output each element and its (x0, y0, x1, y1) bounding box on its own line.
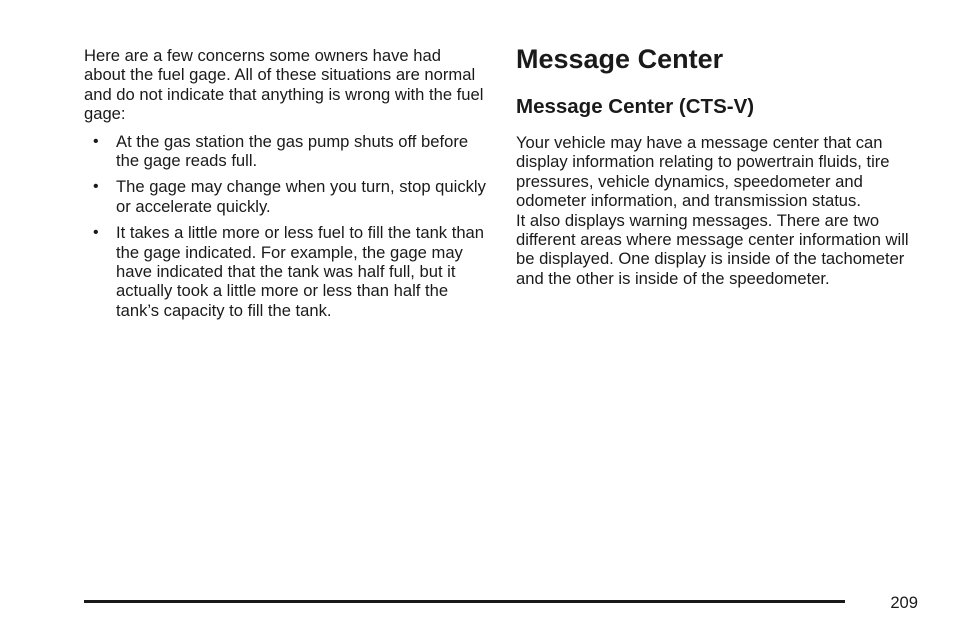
list-item (84, 177, 486, 216)
message-center-description (516, 133, 926, 288)
list-item-text: It takes a little more or less fuel to fill the tank than the gage indicated. For example, the gage may have indicated that the tank was half full, but it actually took a little more or less than half the tank’s capacity to fill the tank. (116, 223, 485, 320)
section-title: Message Center (516, 44, 724, 74)
description-sentence-1: Your vehicle may have a message center that can display information relating to powertrain fluids, tire pressures, vehicle dynamics, speedometer and odometer information, and transmission status. (516, 133, 890, 211)
footer-rule (84, 600, 845, 603)
list-item (84, 132, 486, 171)
section-subtitle: Message Center (CTS-V) (516, 95, 755, 118)
list-item (84, 223, 486, 320)
page-number: 209 (890, 593, 918, 612)
bullet-icon: • (93, 178, 99, 196)
bullet-icon: • (93, 224, 99, 242)
fuel-gage-intro: Here are a few concerns some owners have had about the fuel gage. All of these situations are normal and do not indicate that anything is wrong with the fuel gage: (84, 46, 484, 124)
right-column (516, 46, 926, 288)
left-column (84, 46, 486, 327)
description-sentence-2: It also displays warning messages. There are two different areas where message center information will be displayed. One display is inside of the tachometer and the other is inside of the speedometer. (516, 210, 909, 288)
list-item-text: At the gas station the gas pump shuts off before the gage reads full. (116, 131, 469, 171)
fuel-gage-concerns-list (84, 132, 486, 321)
list-item-text: The gage may change when you turn, stop quickly or accelerate quickly. (116, 177, 486, 216)
bullet-icon: • (93, 132, 99, 150)
